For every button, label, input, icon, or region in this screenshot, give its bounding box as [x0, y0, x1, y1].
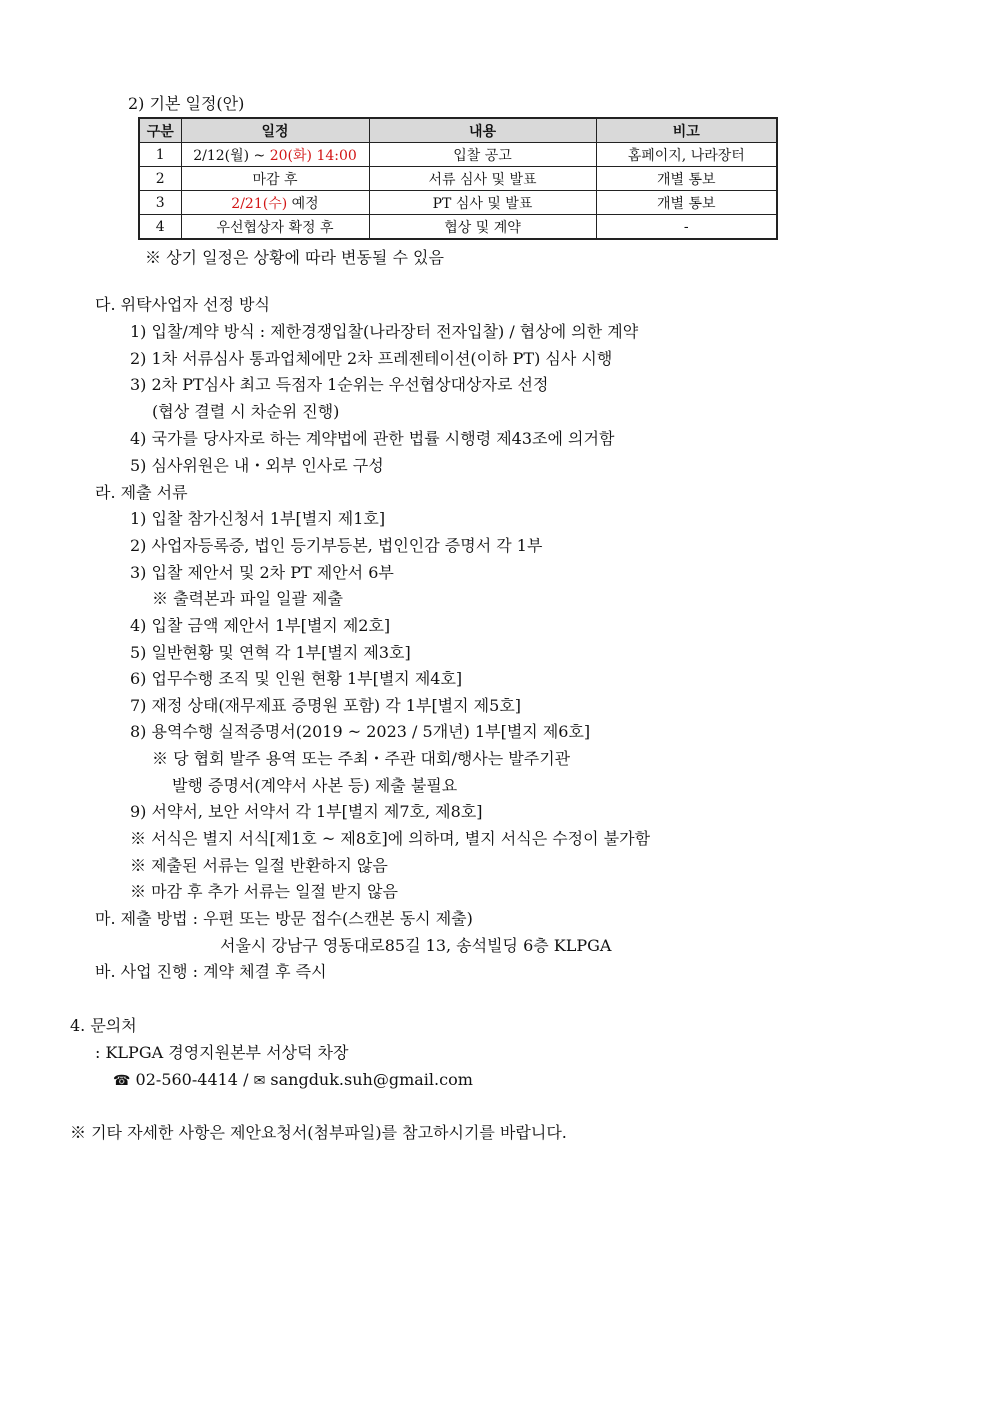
row-no: 3 [139, 191, 181, 215]
row-date [181, 143, 369, 167]
header-note: 비고 [596, 118, 777, 143]
selection-item: 4) 국가를 당사자로 하는 계약법에 관한 법률 시행령 제43조에 의거함 [130, 429, 615, 448]
row-content: 서류 심사 및 발표 [369, 167, 596, 191]
contact-separator: / [243, 1070, 249, 1089]
schedule-footnote: ※ 상기 일정은 상황에 따라 변동될 수 있음 [145, 248, 444, 267]
row-content: PT 심사 및 발표 [369, 191, 596, 215]
row-no: 2 [139, 167, 181, 191]
documents-item: 7) 재정 상태(재무제표 증명원 포함) 각 1부[별지 제5호] [130, 696, 522, 715]
table-row [139, 191, 777, 215]
documents-item: 5) 일반현황 및 연혁 각 1부[별지 제3호] [130, 643, 411, 662]
documents-item: 발행 증명서(계약서 사본 등) 제출 불필요 [172, 776, 458, 795]
documents-item: ※ 출력본과 파일 일괄 제출 [152, 589, 343, 608]
schedule-header-row [139, 118, 777, 143]
submission-method: 마. 제출 방법 : 우편 또는 방문 접수(스캔본 동시 제출) [95, 909, 473, 928]
row-no: 4 [139, 215, 181, 240]
row-date [181, 167, 369, 191]
header-content: 내용 [369, 118, 596, 143]
documents-item: 8) 용역수행 실적증명서(2019 ~ 2023 / 5개년) 1부[별지 제6호] [130, 722, 591, 741]
selection-item: 2) 1차 서류심사 통과업체에만 2차 프레젠테이션(이하 PT) 심사 시행 [130, 349, 613, 368]
table-row [139, 143, 777, 167]
table-row [139, 215, 777, 240]
row-content: 협상 및 계약 [369, 215, 596, 240]
contact-title: 4. 문의처 [70, 1016, 137, 1035]
email-address: sangduk.suh@gmail.com [270, 1070, 473, 1089]
phone-number: 02-560-4414 [135, 1070, 238, 1089]
row-content: 입찰 공고 [369, 143, 596, 167]
date-part: 우선협상자 확정 후 [216, 219, 334, 236]
documents-item: ※ 당 협회 발주 용역 또는 주최・주관 대회/행사는 발주기관 [152, 749, 571, 768]
closing-note: ※ 기타 자세한 사항은 제안요청서(첨부파일)를 참고하시기를 바랍니다. [70, 1123, 567, 1142]
header-date: 일정 [181, 118, 369, 143]
table-row [139, 167, 777, 191]
header-no: 구분 [139, 118, 181, 143]
selection-title: 다. 위탁사업자 선정 방식 [95, 295, 270, 314]
contact-person: : KLPGA 경영지원본부 서상덕 차장 [95, 1043, 349, 1062]
documents-title: 라. 제출 서류 [95, 483, 188, 502]
documents-item: 9) 서약서, 보안 서약서 각 1부[별지 제7호, 제8호] [130, 802, 483, 821]
phone-icon: ☎ [113, 1073, 131, 1089]
row-note: 개별 통보 [596, 167, 777, 191]
row-note: 개별 통보 [596, 191, 777, 215]
date-highlight: 2/21(수) [231, 195, 288, 212]
documents-item: ※ 마감 후 추가 서류는 일절 받지 않음 [130, 882, 398, 901]
selection-item: (협상 결렬 시 차순위 진행) [152, 402, 340, 421]
documents-item: 3) 입찰 제안서 및 2차 PT 제안서 6부 [130, 563, 394, 582]
documents-item: 1) 입찰 참가신청서 1부[별지 제1호] [130, 509, 386, 528]
row-no: 1 [139, 143, 181, 167]
row-date [181, 215, 369, 240]
selection-item: 3) 2차 PT심사 최고 득점자 1순위는 우선협상대상자로 선정 [130, 375, 549, 394]
documents-item: 4) 입찰 금액 제안서 1부[별지 제2호] [130, 616, 391, 635]
documents-item: ※ 제출된 서류는 일절 반환하지 않음 [130, 856, 388, 875]
documents-item: 6) 업무수행 조직 및 인원 현황 1부[별지 제4호] [130, 669, 463, 688]
row-note: - [596, 215, 777, 240]
submission-address: 서울시 강남구 영동대로85길 13, 송석빌딩 6층 KLPGA [220, 936, 612, 955]
documents-item: 2) 사업자등록증, 법인 등기부등본, 법인인감 증명서 각 1부 [130, 536, 543, 555]
date-part: 마감 후 [252, 171, 298, 188]
schedule-heading: 2) 기본 일정(안) [128, 94, 245, 113]
selection-item: 1) 입찰/계약 방식 : 제한경쟁입찰(나라장터 전자입찰) / 협상에 의한 계약 [130, 322, 639, 341]
contact-details [113, 1070, 473, 1091]
selection-item: 5) 심사위원은 내・외부 인사로 구성 [130, 456, 384, 475]
documents-item: ※ 서식은 별지 서식[제1호 ~ 제8호]에 의하며, 별지 서식은 수정이 불가함 [130, 829, 651, 848]
mail-icon: ✉ [253, 1073, 266, 1089]
row-note: 홈페이지, 나라장터 [596, 143, 777, 167]
date-part: 2/12(월) ~ [193, 147, 270, 164]
date-part: 예정 [287, 195, 319, 212]
project-progress: 바. 사업 진행 : 계약 체결 후 즉시 [95, 962, 327, 981]
row-date [181, 191, 369, 215]
date-highlight: 20(화) 14:00 [269, 147, 357, 164]
schedule-table [138, 117, 778, 240]
